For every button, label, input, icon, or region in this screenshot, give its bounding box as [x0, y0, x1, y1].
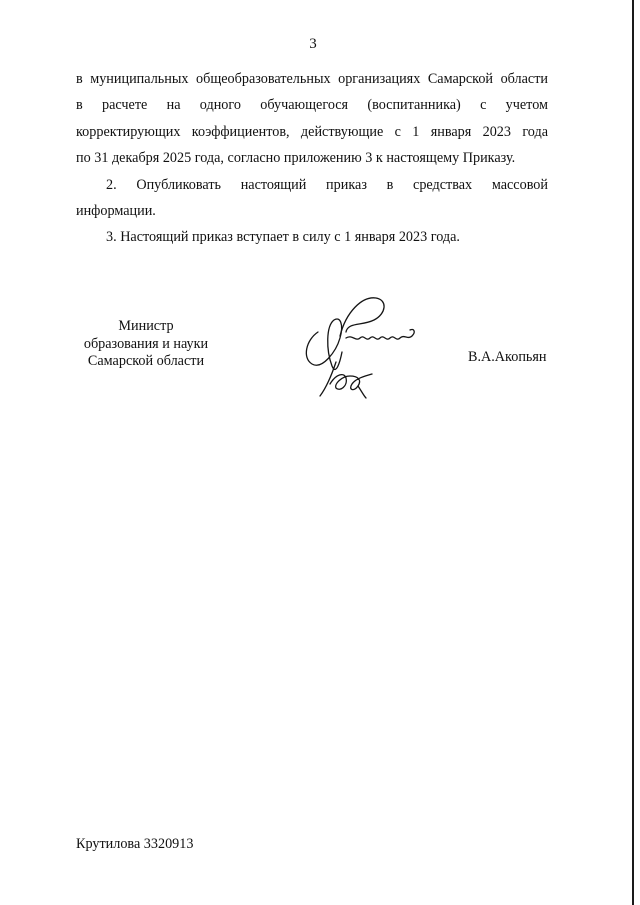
continuation-line-1: в муниципальных общеобразовательных организациях Самарской области	[76, 71, 548, 87]
signer-position-line-1: Министр	[118, 318, 174, 334]
item-3: 3. Настоящий приказ вступает в силу с 1 января 2023 года.	[106, 229, 460, 246]
document-body	[76, 66, 548, 251]
scan-edge-line	[632, 0, 634, 905]
item-2-line-2: информации.	[76, 203, 156, 220]
signer-position-line-3: Самарской области	[87, 353, 205, 369]
continuation-line-4: по 31 декабря 2025 года, согласно приложению 3 к настоящему Приказу.	[76, 150, 516, 167]
signer-position	[72, 318, 220, 371]
continuation-line-2: в расчете на одного обучающегося (воспитанника) с учетом	[76, 97, 548, 114]
continuation-line-3: корректирующих коэффициентов, действующие с 1 января 2023 года	[76, 123, 548, 140]
page-number: 3	[309, 36, 317, 52]
signer-name: В.А.Акопьян	[468, 349, 547, 365]
handwritten-signature	[296, 292, 424, 404]
signer-position-line-2: образования и науки	[83, 335, 209, 352]
executor-contact: Крутилова 3320913	[76, 836, 194, 852]
item-2-line-1: 2. Опубликовать настоящий приказ в средствах массовой	[106, 176, 548, 193]
